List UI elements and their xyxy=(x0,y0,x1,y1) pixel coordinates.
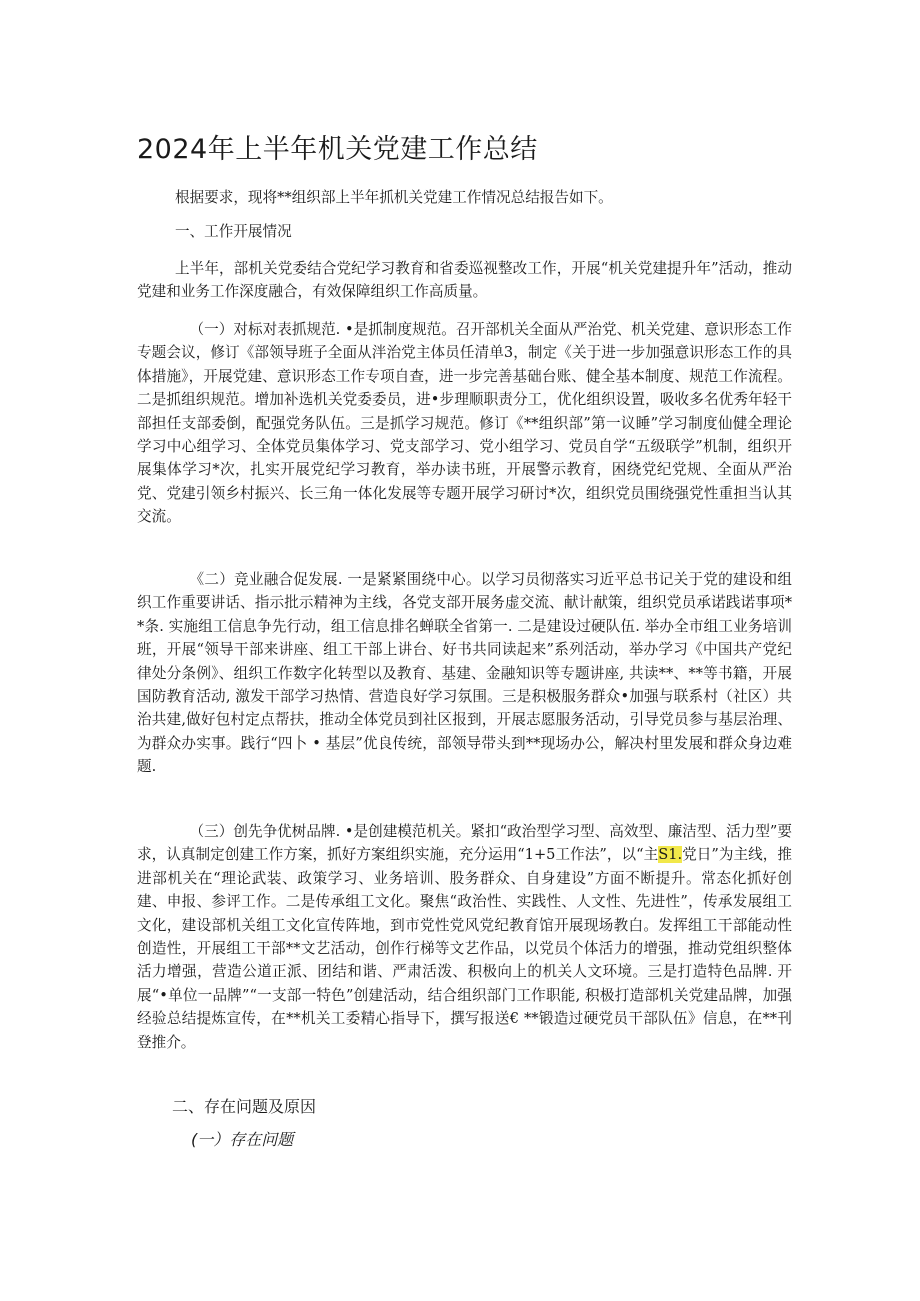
brand-text-start: （三）创先争优树品牌. •是创建模范机关。紧扣“政治型学习型、高效型、廉洁型、活力型”要求，认真制定创建工作方案，抓好方案组织实施，充分运用“1+5工作法”，以“主 xyxy=(137,823,792,864)
section-heading-work-status: 一、工作开展情况 xyxy=(174,223,292,240)
subsection-heading-problems: (一）存在问题 xyxy=(191,1130,294,1149)
overview-paragraph: 上半年，部机关党委结合党纪学习教育和省委巡视整改工作，开展“机关党建提升年”活动，推动党建和业务工作深度融合，有效保障组织工作高质量。 xyxy=(137,260,792,301)
brand-text-end: 党日”为主线，推进部机关在“理论武装、政策学习、业务培训、股务群众、自身建设”方面不断提升。常态化抓好创建、申报、参评工作。二是传承组工文化。聚焦“政治性、实践性、人文性、先进性”，传承发展组工文化，建设部机关组工文化宣传阵地，到市党性党风党纪教育馆开展现场教白。发挥组工干部能动性创造性，开展组工干部**文艺活动，创作行梯等文艺作品，以党员个体活力的增强，推动党组织整体活力增强，营造公道正派、团结和谐、严肃活泼、积极向上的机关人文环境。三是打造特色品牌. 开展“•单位一品牌”“一支部一特色”创建活动，结合组织部门工作职能, 积极打造部机关党建品牌，加强经验总结提炼宣传，在**机关工委精心指导下，撰写报送€ **锻造过硬党员干部队伍》信息，在**刊登推介。 xyxy=(137,846,792,1051)
section-heading-problems: 二、存在问题及原因 xyxy=(172,1097,317,1116)
brand-building-paragraph xyxy=(137,820,792,1054)
highlighted-text: S1. xyxy=(658,846,683,864)
standardization-paragraph: （一）对标对表抓规范. •是抓制度规范。召开部机关全面从严治党、机关党建、意识形态工作专题会议，修订《部领导班子全面从泮治党主体员任清单3，制定《关于进一步加强意识形态工作的具体措施》，开展党建、意识形态工作专项自查，进一步完善基础台账、健全基本制度、规范工作流程。二是抓组织规范。增加补选机关党委委员，进•步理顺职责分工，优化组织设置，吸收多名优秀年轻干部担任支部委倒，配强党务队伍。三是抓学习规范。修订《**组织部”第一议睡”学习制度仙健全理论学习中心组学习、全体党员集体学习、党支部学习、党小组学习、党员自学“五级联学”机制，组织开展集体学习*次，扎实开展党纪学习教育，举办读书班，开展警示教育，困绕党纪党规、全面从严治党、党建引领乡村振兴、长三角一体化发展等专题开展学习研讨*次，组织党员围绕强党性重担当认其交流。 xyxy=(137,321,792,526)
intro-paragraph: 根据要求，现将**组织部上半年抓机关党建工作情况总结报告如下。 xyxy=(174,189,613,206)
integration-paragraph: 《二）竞业融合促发展. 一是紧紧围绕中心。以学习员彻落实习近平总书记关于党的建设和组织工作重要讲话、指示批示精神为主线，各党支部开展务虚交流、献计献策，组织党员承诺践诺事项**条. 实施组工信息争先行动，组工信息排名蝉联全省第一. 二是建设过硬队伍. 举办全市组工业务培训班，开展“领导干部来讲座、组工干部上讲台、好书共同读起来”系列活动，举办学习《中国共产党纪律处分条例》、组织工作数字化转型以及教育、基建、金融知识等专题讲座, 共读**、**等书籍，开展国防教育活动, 激发干部学习热情、营造良好学习氛围。三是积极服务群众•加强与联系村（社区）共治共建,做好包村定点帮扶，推动全体党员到社区报到，开展志愿服务活动，引导党员参与基层治理、为群众办实事。践行“四卜 • 基层”优良传统，部领导带头到**现场办公，解决村里发展和群众身边难题. xyxy=(137,571,792,776)
document-title: 2024年上半年机关党建工作总结 xyxy=(137,134,538,165)
